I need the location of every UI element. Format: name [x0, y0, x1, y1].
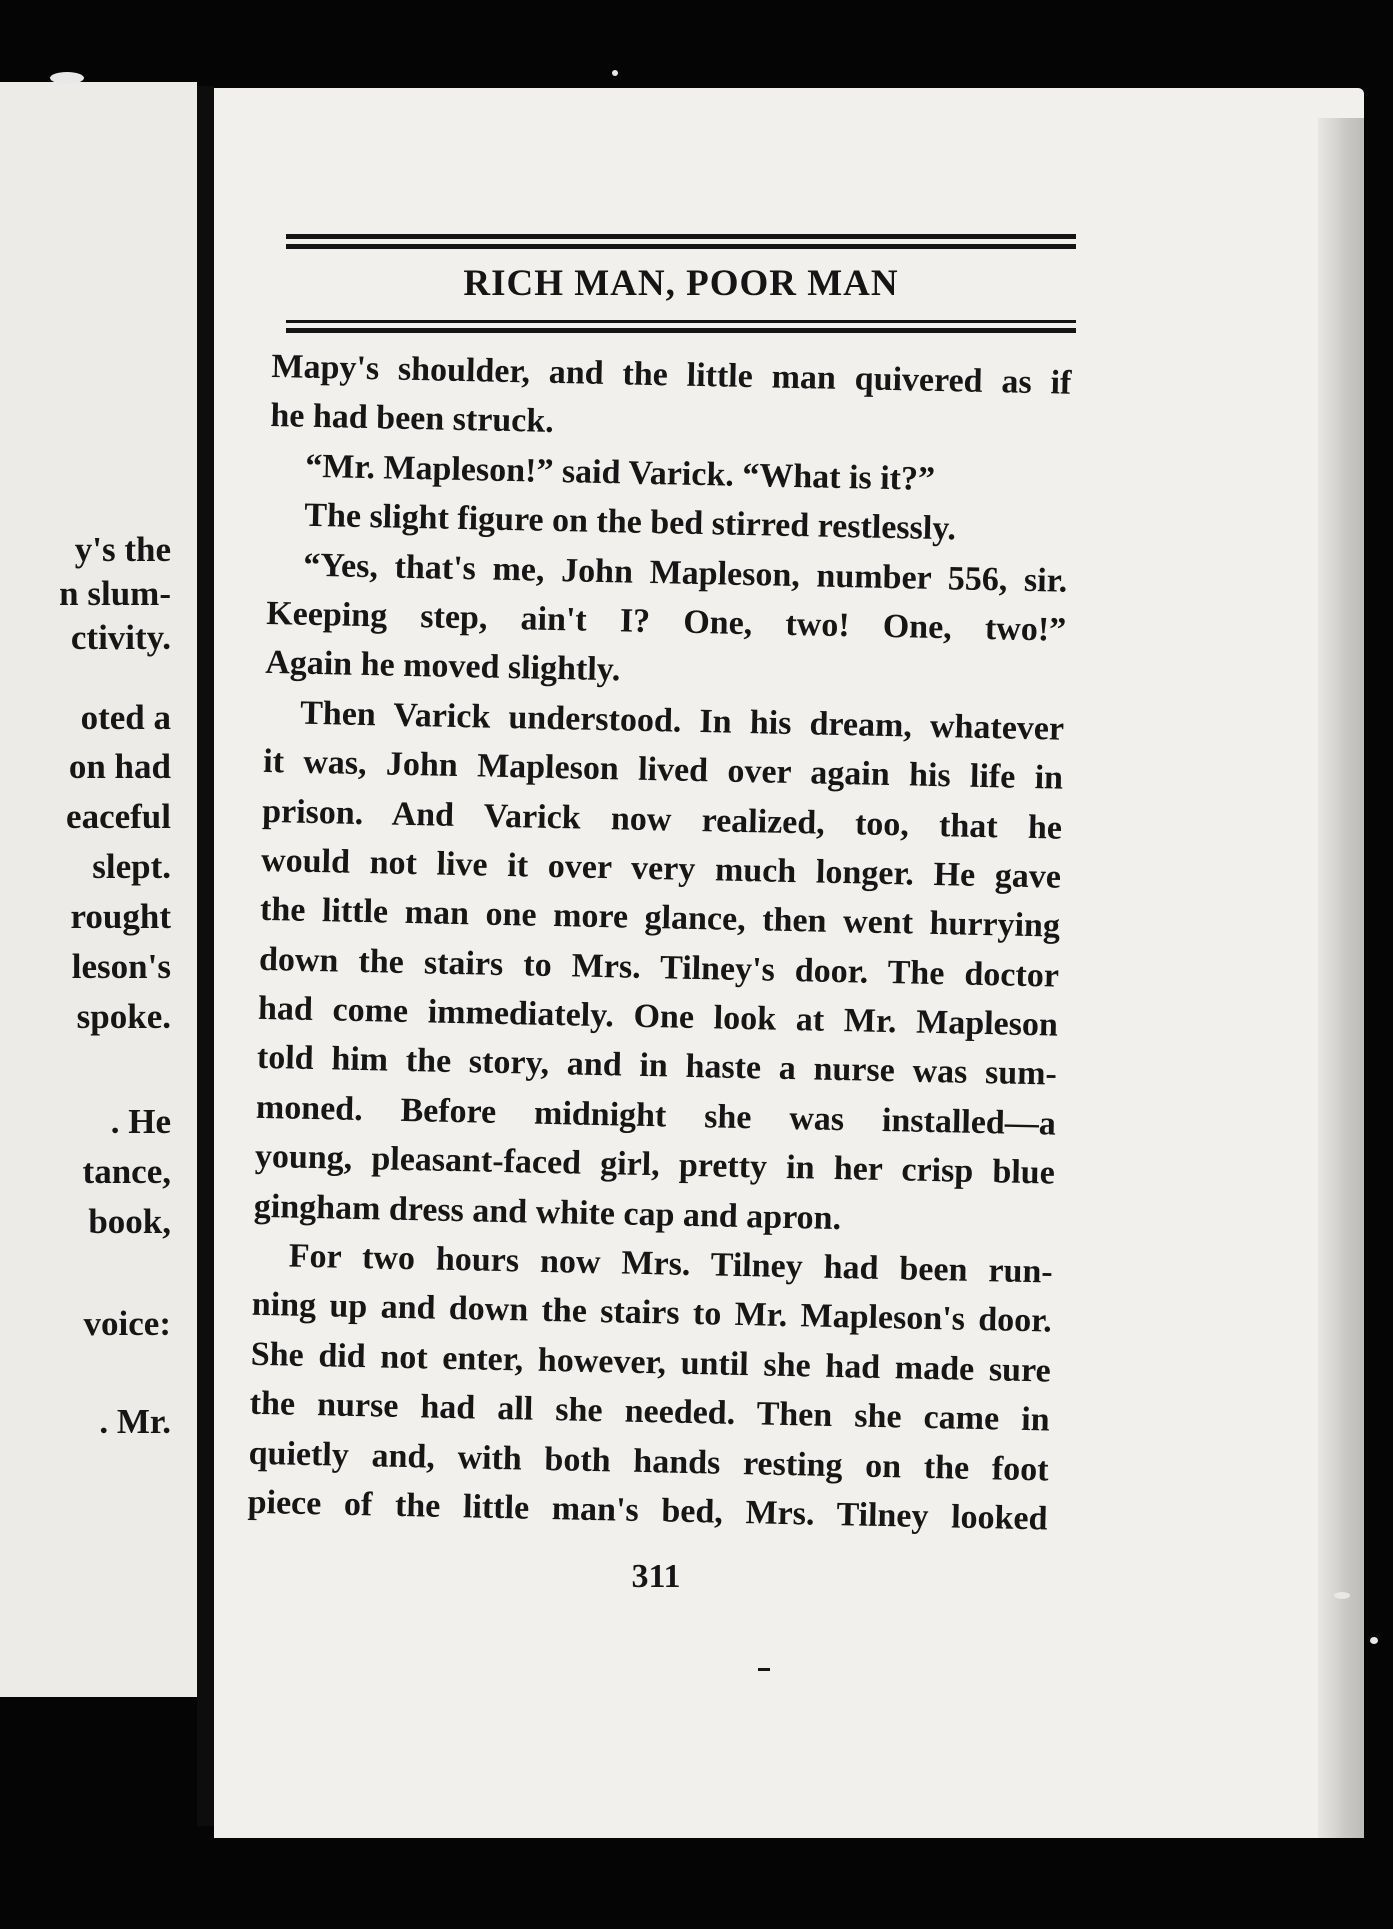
text-line: it was, John Mapleson lived over again his life in — [262, 743, 1064, 797]
running-head: RICH MAN, POOR MAN — [463, 263, 899, 304]
left-page-fragment: slept. — [92, 847, 171, 886]
text-line: For two hours now Mrs. Tilney had been run- — [288, 1237, 1054, 1291]
left-page-fragment: n slum- — [59, 574, 171, 613]
text-line: young, pleasant-faced girl, pretty in her crisp blue — [254, 1138, 1056, 1192]
left-page-fragment: eaceful — [66, 797, 171, 836]
top-rule-thick — [286, 234, 1076, 239]
text-line: She did not enter, however, until she had made sure — [250, 1335, 1052, 1390]
left-page-fragment: tance, — [82, 1152, 171, 1191]
left-page-fragment: y's the — [74, 530, 171, 569]
left-page-fragment: . Mr. — [99, 1402, 171, 1441]
book-gutter — [197, 86, 214, 1826]
text-line: moned. Before midnight she was installed—a — [255, 1088, 1057, 1143]
text-line: “Yes, that's me, John Mapleson, number 556, sir. — [302, 546, 1068, 600]
text-line: would not live it over very much longer. He gave — [260, 841, 1062, 896]
left-page-fragment: . He — [110, 1102, 171, 1141]
text-line: down the stairs to Mrs. Tilney's door. The doctor — [258, 940, 1060, 995]
scan-speck — [50, 72, 84, 84]
left-page — [0, 82, 197, 1697]
text-line: the nurse had all she needed. Then she came in — [249, 1384, 1050, 1439]
left-page-fragment: book, — [88, 1202, 171, 1241]
left-page-fragment: spoke. — [76, 997, 171, 1036]
text-line: The slight figure on the bed stirred restlessly. — [303, 496, 957, 548]
left-page-fragment: ctivity. — [70, 618, 171, 657]
text-line: Again he moved slightly. — [264, 644, 621, 689]
text-line: “Mr. Mapleson!” said Varick. “What is it?” — [305, 447, 936, 498]
text-line: the little man one more glance, then went hurrying — [259, 891, 1061, 945]
text-line: ning up and down the stairs to Mr. Mapleson's door. — [251, 1286, 1053, 1340]
text-line: had come immediately. One look at Mr. Mapleson — [257, 989, 1059, 1044]
bottom-rule-thick — [286, 328, 1076, 333]
text-line: piece of the little man's bed, Mrs. Tilney looked — [247, 1483, 1048, 1538]
scan-speck — [1370, 1637, 1378, 1644]
text-line: gingham dress and white cap and apron. — [253, 1187, 842, 1237]
text-line: prison. And Varick now realized, too, that he — [261, 792, 1063, 847]
left-page-fragment: rought — [70, 897, 171, 936]
left-page-fragment: on had — [68, 747, 171, 786]
bottom-rule-thin — [286, 320, 1076, 323]
top-rule-thin — [286, 244, 1076, 249]
page-edge — [1318, 118, 1364, 1838]
body-text — [247, 342, 1072, 1544]
scan-speck — [1334, 1592, 1350, 1599]
left-page-fragment: leson's — [71, 947, 171, 986]
left-page-fragment: voice: — [83, 1304, 171, 1343]
scan-speck — [612, 70, 618, 76]
text-line: Keeping step, ain't I? One, two! One, two!” — [265, 594, 1067, 649]
text-line: Then Varick understood. In his dream, whatever — [299, 694, 1065, 748]
text-line: told him the story, and in haste a nurse was sum- — [256, 1039, 1058, 1094]
text-line: he had been struck. — [270, 397, 555, 441]
dash-mark — [758, 1668, 770, 1671]
text-line: Mapy's shoulder, and the little man quivered as if — [271, 347, 1072, 402]
left-page-fragment: oted a — [80, 698, 171, 737]
page-number: 311 — [631, 1558, 681, 1595]
text-line: quietly and, with both hands resting on the foot — [248, 1434, 1049, 1489]
